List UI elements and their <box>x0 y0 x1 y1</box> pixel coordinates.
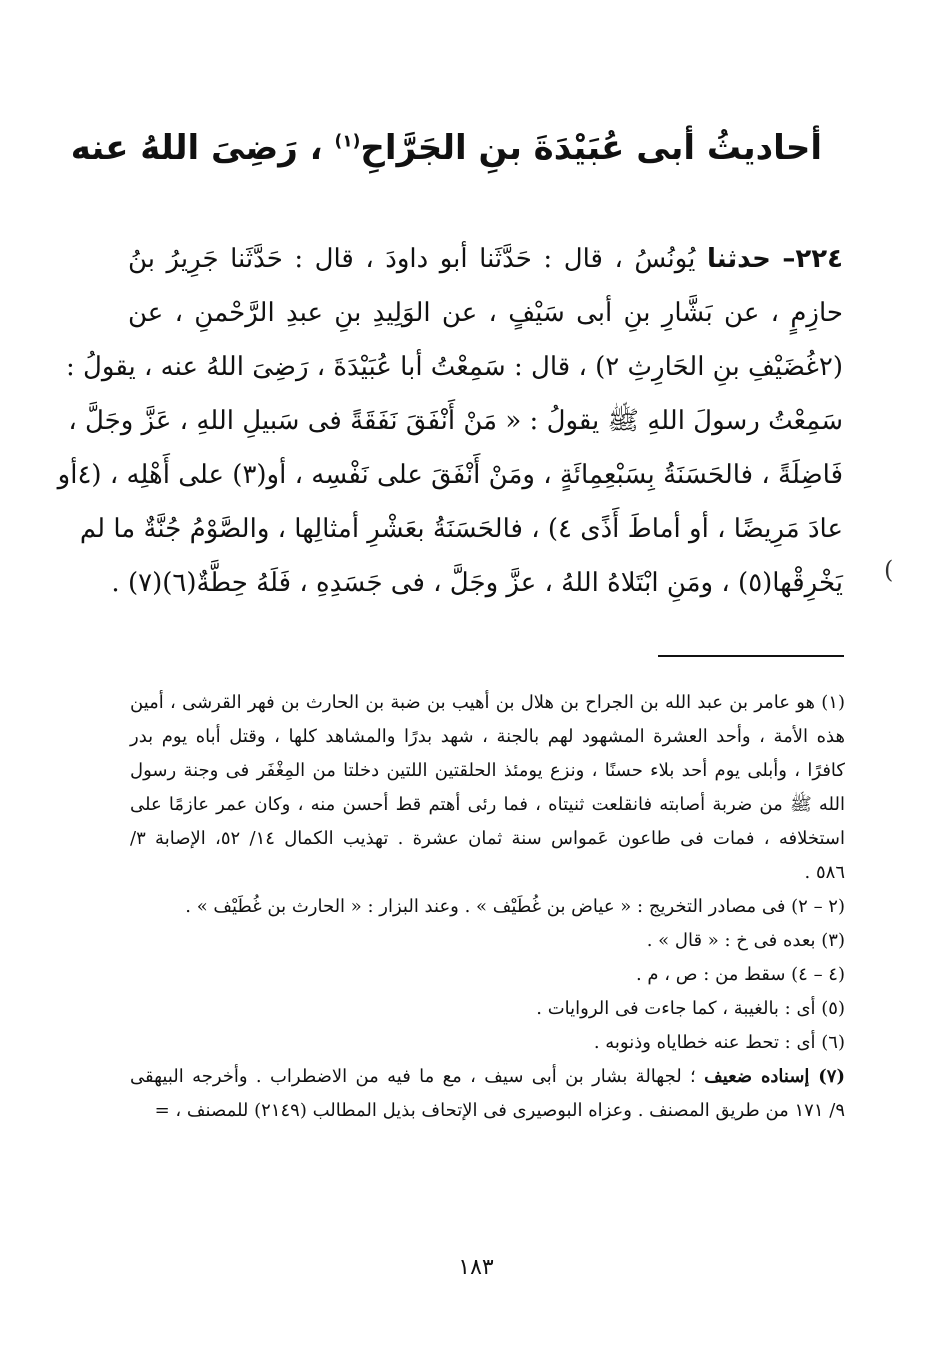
hadith-line: حازِمٍ ، عن بَشَّارِ بنِ أبى سَيْفٍ ، عن الوَلِيدِ بنِ عبدِ الرَّحْمنِ ، عن <box>128 298 843 328</box>
footnote-line: هذه الأمة ، وأحد العشرة المشهود لهم بالجنة ، شهد بدرًا والمشاهد كلها ، وقتل أباه يوم بدر <box>130 726 845 747</box>
hadith-number: ٢٢٤– <box>782 244 844 274</box>
footnote-4 <box>130 958 845 992</box>
footnote-line <box>130 1060 845 1094</box>
footnote-bold-lead: (٧) إسناده ضعيف <box>704 1066 845 1087</box>
footnote-5 <box>130 992 845 1026</box>
hadith-lead: حدثنا <box>706 244 771 274</box>
footnote-3 <box>130 924 845 958</box>
section-title-suffix: ، رَضِىَ اللهُ عنه <box>70 128 323 168</box>
margin-mark: ( <box>884 556 894 584</box>
footnote-line: الله ﷺ من ضربة أصابته فانقلعت ثنيتاه ، فما رئى أهتم قط أحسن منه ، وكان عمر عازمًا على <box>130 794 845 815</box>
footnote-line: كافرًا ، وأبلى يوم أحد بلاء حسنًا ، ونزع يومئذ الحلقتين اللتين دخلتا من المِغْفَر فى وجنة رسول <box>130 760 845 781</box>
footnote-line: (١) هو عامر بن عبد الله بن الجراح بن هلال بن أهيب بن ضبة بن الحارث بن فهر القرشى ، أمين <box>130 692 845 713</box>
footnote-separator <box>658 655 844 657</box>
footnote-7 <box>130 1060 845 1128</box>
footnote-line: (٢ – ٢) فى مصادر التخريج : « عياض بن غُطَيْف » . وعند البزار : « الحارث بن غُطَيْف » . <box>185 896 845 917</box>
footnote-line: (٥) أى : بالغيبة ، كما جاءت فى الروايات . <box>536 998 845 1019</box>
section-title <box>70 118 822 178</box>
hadith-line: عادَ مَرِيضًا ، أو أماطَ أَذًى ٤) ، فالحَسَنَةُ بعَشْرِ أمثالِها ، والصَّوْمُ جُنَّةٌ ما لم <box>79 514 843 544</box>
footnote-6 <box>130 1026 845 1060</box>
footnote-line: ٩/ ١٧١ من طريق المصنف . وعزاه البوصيرى فى الإتحاف بذيل المطالب (٢١٤٩) للمصنف ، = <box>154 1100 845 1121</box>
footnote-line-text: ؛ لجهالة بشار بن أبى سيف ، مع ما فيه من الاضطراب . وأخرجه البيهقى <box>130 1066 696 1087</box>
footnote-1 <box>130 686 845 890</box>
hadith-line: فَاضِلَةً ، فالحَسَنَةُ بِسَبْعِمِائَةٍ ، ومَنْ أَنْفَقَ على نَفْسِه ، أو(٣) على أَهْلِه ، (٤أو <box>57 460 843 490</box>
section-title-text: أحاديثُ أبى عُبَيْدَةَ بنِ الجَرَّاحِ <box>360 128 822 168</box>
page-number: ١٨٣ <box>458 1255 494 1280</box>
footnote-2 <box>130 890 845 924</box>
footnotes <box>130 686 845 1128</box>
hadith-line: سَمِعْتُ رسولَ اللهِ ﷺ يقولُ : « مَنْ أَنْفَقَ نَفَقَةً فى سَبيلِ اللهِ ، عَزَّ وجَلَّ ، <box>68 406 843 436</box>
hadith-line: (٢غُضَيْفِ بنِ الحَارِثِ ٢) ، قال : سَمِعْتُ أبا عُبَيْدَةَ ، رَضِىَ اللهُ عنه ، يقولُ : <box>66 352 843 382</box>
hadith-line: يَخْرِقْها(٥) ، ومَنِ ابْتَلاهُ اللهُ ، عزَّ وجَلَّ ، فى جَسَدِهِ ، فَلَهُ حِطَّةٌ(٦)(٧) . <box>111 568 843 598</box>
footnote-line: ٥٨٦ . <box>804 862 845 883</box>
title-footnote-ref: (١) <box>334 131 361 152</box>
footnote-line: (٦) أى : تحط عنه خطاياه وذنوبه . <box>593 1032 845 1053</box>
footnote-line: (٤ – ٤) سقط من : ص ، م . <box>635 964 845 985</box>
hadith-text <box>57 232 844 610</box>
hadith-line-text: يُونُسُ ، قال : حَدَّثَنا أبو داودَ ، قال : حَدَّثَنا جَرِيرُ بنُ <box>128 244 696 274</box>
hadith-line <box>128 232 843 286</box>
footnote-line: استخلافه ، فمات فى طاعون عَمواس سنة ثمان عشرة . تهذيب الكمال ١٤/ ٥٢، الإصابة ٣/ <box>130 828 845 849</box>
footnote-line: (٣) بعده فى خ : « قال » . <box>646 930 845 951</box>
